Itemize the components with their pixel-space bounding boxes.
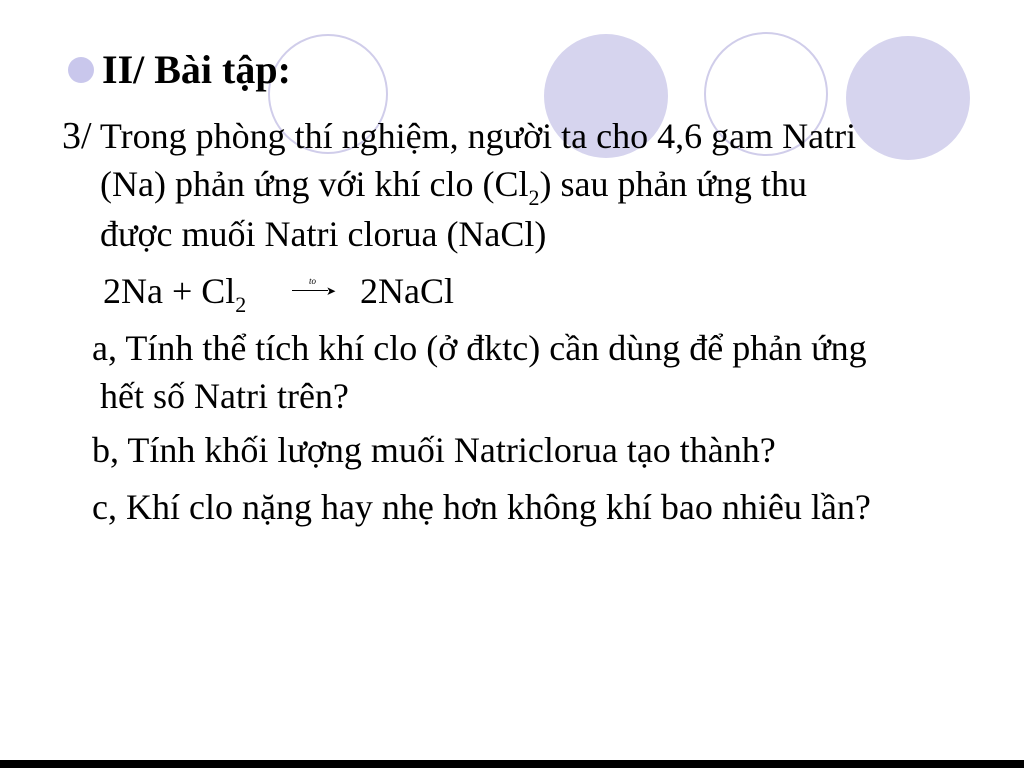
problem-text-2a: (Na) phản ứng với khí clo (Cl	[100, 164, 529, 204]
question-c	[92, 489, 871, 525]
question-b-text: b, Tính khối lượng muối Natriclorua tạo thành?	[92, 430, 776, 470]
bullet-icon	[68, 57, 94, 83]
subscript: 2	[235, 292, 247, 317]
problem-line-1	[62, 117, 856, 155]
question-c-text: c, Khí clo nặng hay nhẹ hơn không khí bao nhiêu lần?	[92, 487, 871, 527]
question-a-text-1: a, Tính thể tích khí clo (ở đktc) cần dùng để phản ứng	[92, 328, 867, 368]
problem-line-3	[100, 216, 546, 252]
subscript: 2	[528, 185, 540, 210]
slide-heading: II/ Bài tập:	[102, 47, 291, 92]
equation-reactants: 2Na + Cl	[103, 271, 236, 311]
equation-right	[360, 273, 454, 309]
question-a-line-2	[100, 378, 349, 414]
problem-number: 3/	[62, 115, 92, 157]
problem-line-2	[100, 164, 807, 210]
arrow-head-icon: ➤	[326, 284, 337, 298]
reaction-arrow-icon	[292, 276, 337, 298]
equation-product: 2NaCl	[360, 271, 454, 311]
problem-text-1: Trong phòng thí nghiệm, người ta cho 4,6 gam Natri	[99, 116, 857, 156]
arrow-shaft	[292, 290, 328, 291]
decorative-filled-circle	[846, 36, 970, 160]
question-a-text-2: hết số Natri trên?	[100, 376, 349, 416]
problem-text-3: được muối Natri clorua (NaCl)	[100, 214, 547, 254]
equation-left	[103, 271, 247, 317]
arrow-condition: to	[309, 276, 317, 286]
question-a-line-1	[92, 330, 867, 366]
question-b	[92, 432, 776, 468]
problem-text-2b: ) sau phản ứng thu	[539, 164, 807, 204]
